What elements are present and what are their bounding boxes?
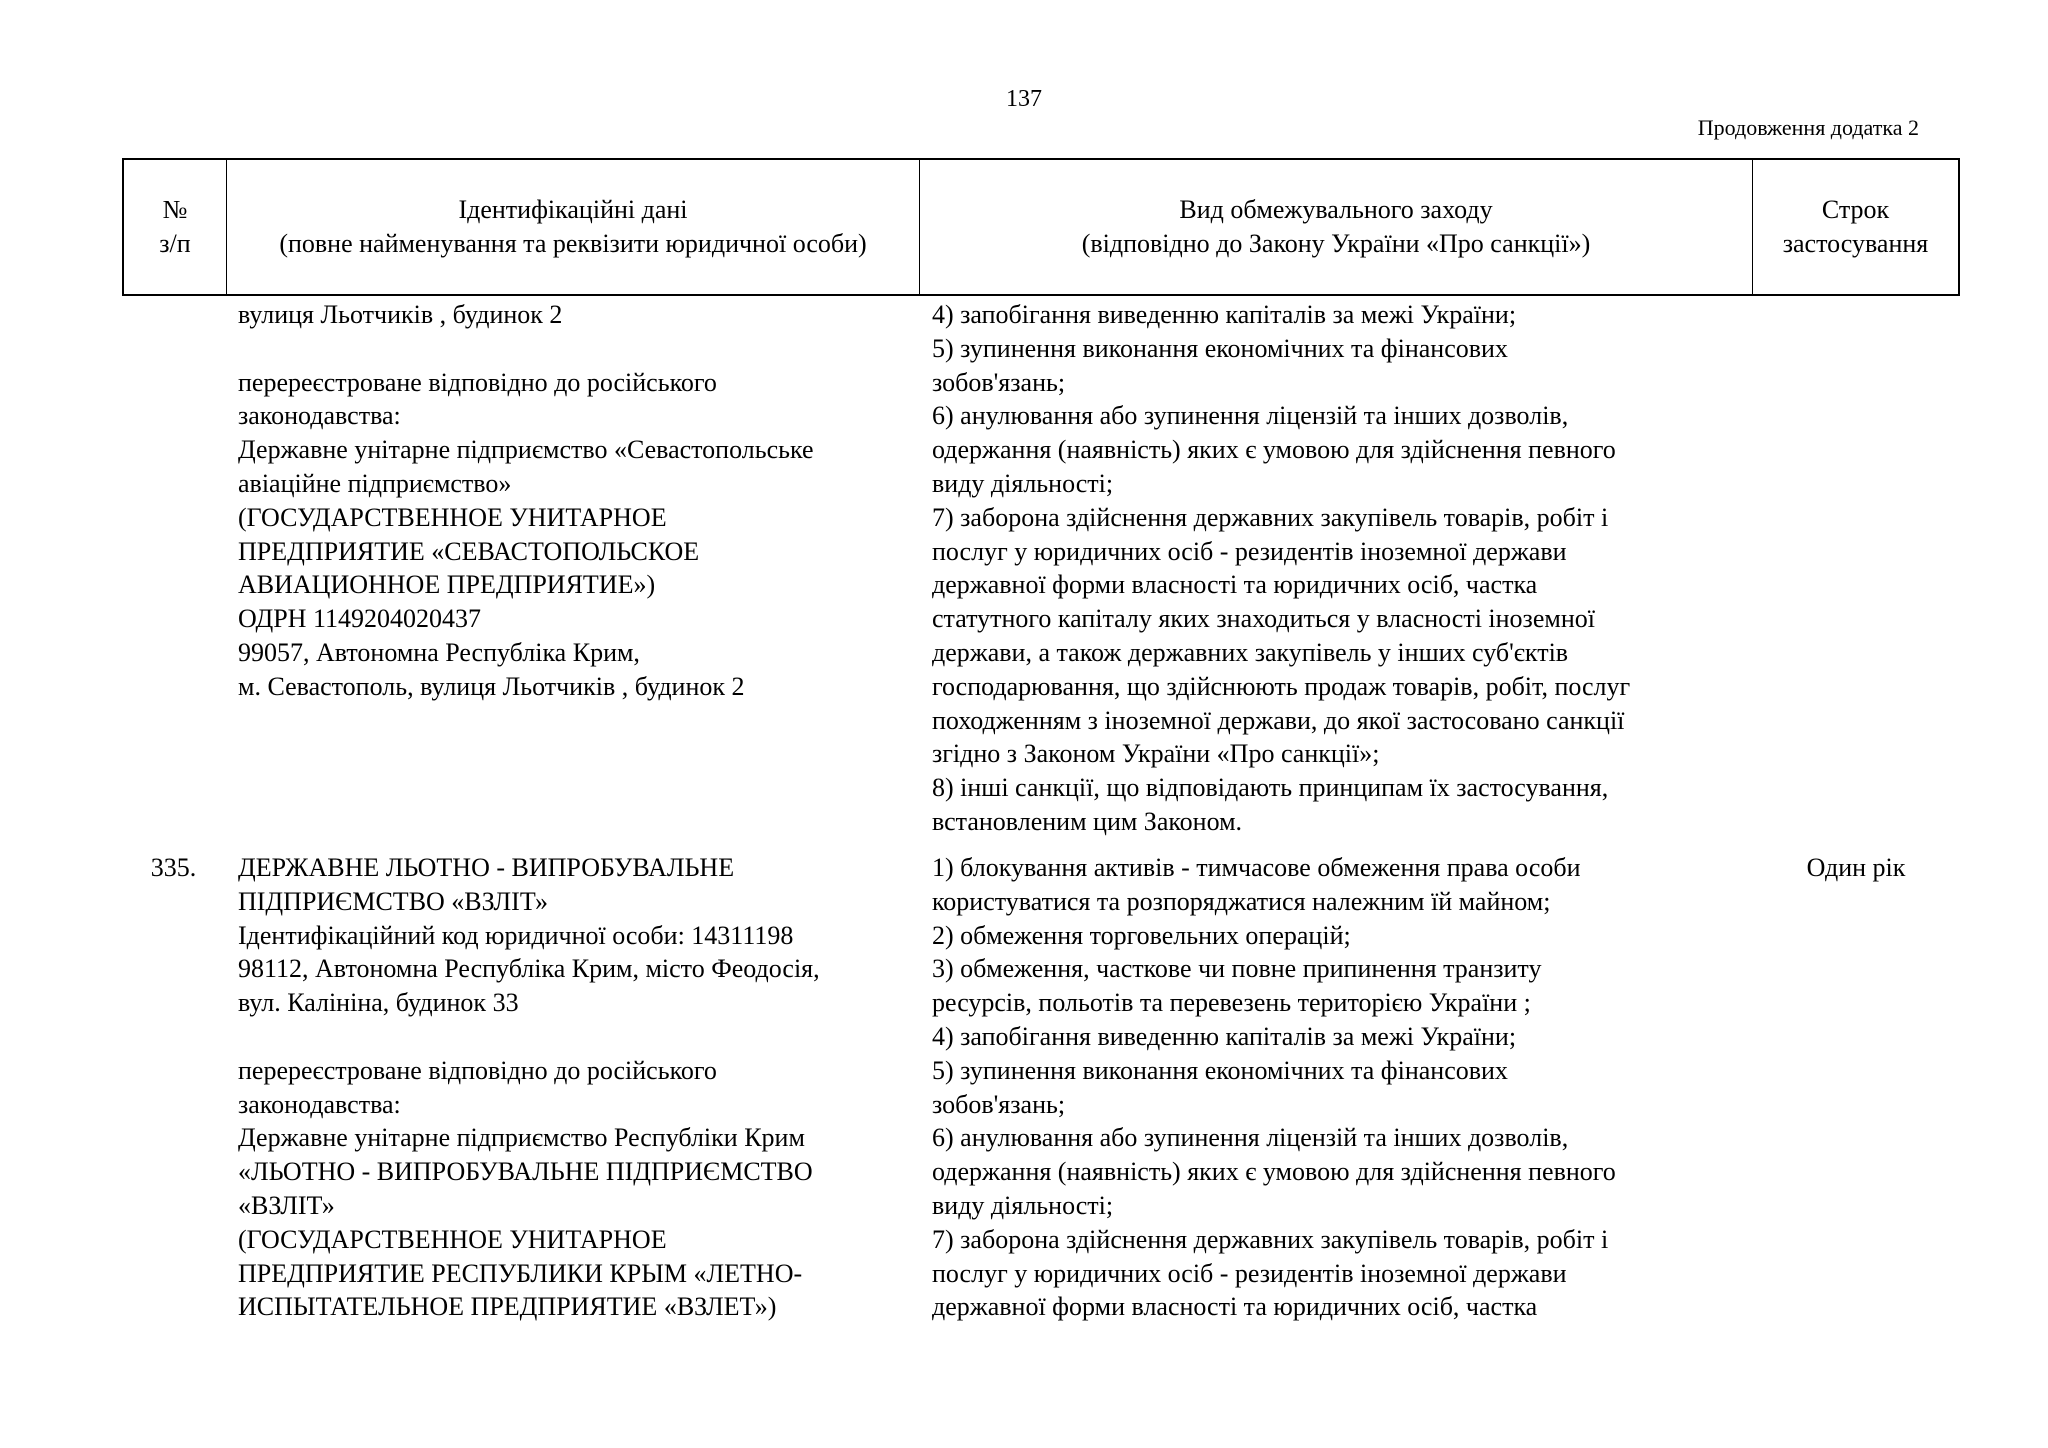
text-line: виду діяльності; xyxy=(932,1190,1114,1220)
header-text: Строк xyxy=(1821,195,1890,225)
text-line: ПРЕДПРИЯТИЕ РЕСПУБЛИКИ КРЫМ «ЛЕТНО- xyxy=(238,1258,803,1288)
text-line: 4) запобігання виведенню капіталів за межі України; xyxy=(932,300,1517,329)
text-line: 1) блокування активів - тимчасове обмеження права особи xyxy=(932,853,1581,882)
text-line: 6) анулювання або зупинення ліцензій та інших дозволів, xyxy=(932,401,1569,431)
text-line: 7) заборона здійснення державних закупівель товарів, робіт і xyxy=(932,1224,1609,1254)
text-line: ПРЕДПРИЯТИЕ «СЕВАСТОПОЛЬСКОЕ xyxy=(238,536,700,566)
measures-cell xyxy=(932,298,1752,839)
header-text: з/п xyxy=(159,229,191,258)
header-text: застосування xyxy=(1782,229,1929,258)
text-line: послуг у юридичних осіб - резидентів іноземної держави xyxy=(932,1258,1567,1288)
text-line: зобов'язань; xyxy=(932,1089,1066,1119)
text-line: вул. Калініна, будинок 33 xyxy=(238,988,519,1018)
identification-cell xyxy=(238,851,918,1324)
measures-cell xyxy=(932,851,1752,1324)
text-line: 7) заборона здійснення державних закупівель товарів, робіт і xyxy=(932,502,1609,532)
text-line: ОДРН 1149204020437 xyxy=(238,604,481,634)
text-line: ресурсів, польотів та перевезень територією України ; xyxy=(932,988,1531,1018)
identification-cell xyxy=(238,298,918,704)
header-identification xyxy=(227,160,920,294)
text-line: ИСПЫТАТЕЛЬНОЕ ПРЕДПРИЯТИЕ «ВЗЛЕТ») xyxy=(238,1292,777,1322)
text-line: державної форми власності та юридичних осіб, частка xyxy=(932,1292,1538,1322)
text-line: законодавства: xyxy=(238,401,401,431)
continuation-note: Продовження додатка 2 xyxy=(1697,115,1919,140)
term-cell: Один рік xyxy=(1806,853,1906,882)
header-text: (повне найменування та реквізити юридичної особи) xyxy=(279,229,867,258)
text-line: ПІДПРИЄМСТВО «ВЗЛІТ» xyxy=(238,886,549,916)
text-line: законодавства: xyxy=(238,1089,401,1119)
text-line: Державне унітарне підприємство «Севастопольське xyxy=(238,435,814,465)
text-line: вулиця Льотчиків , будинок 2 xyxy=(238,300,563,329)
text-line: перереєстроване відповідно до російського xyxy=(238,1055,717,1085)
header-text: № xyxy=(162,195,188,225)
text-line: «ВЗЛІТ» xyxy=(238,1190,335,1220)
text-line: (ГОСУДАРСТВЕННОЕ УНИТАРНОЕ xyxy=(238,1224,667,1254)
header-text: (відповідно до Закону України «Про санкції») xyxy=(1081,229,1591,258)
text-line: м. Севастополь, вулиця Льотчиків , будинок 2 xyxy=(238,671,745,701)
text-line: авіаційне підприємство» xyxy=(238,468,512,498)
text-line: державної форми власності та юридичних осіб, частка xyxy=(932,570,1538,600)
text-line: 98112, Автономна Республіка Крим, місто Феодосія, xyxy=(238,954,820,984)
page-number: 137 xyxy=(1006,86,1042,112)
text-line: 6) анулювання або зупинення ліцензій та інших дозволів, xyxy=(932,1123,1569,1153)
text-line: 4) запобігання виведенню капіталів за межі України; xyxy=(932,1021,1517,1051)
header-number xyxy=(124,160,227,294)
text-line: Ідентифікаційний код юридичної особи: 14311198 xyxy=(238,920,794,950)
text-line: 5) зупинення виконання економічних та фінансових xyxy=(932,333,1508,363)
table-header-row xyxy=(122,158,1960,296)
blank-line xyxy=(238,1020,918,1054)
text-line: АВИАЦИОННОЕ ПРЕДПРИЯТИЕ») xyxy=(238,570,656,600)
header-text: Вид обмежувального заходу xyxy=(1179,195,1493,225)
text-line: 8) інші санкції, що відповідають принципам їх застосування, xyxy=(932,773,1609,803)
text-line: встановленим цим Законом. xyxy=(932,806,1243,836)
text-line: 2) обмеження торговельних операцій; xyxy=(932,920,1351,950)
row-number: 335. xyxy=(150,853,197,882)
text-line: користуватися та розпоряджатися належним їй майном; xyxy=(932,886,1551,916)
text-line: ДЕРЖАВНЕ ЛЬОТНО - ВИПРОБУВАЛЬНЕ xyxy=(238,853,735,882)
text-line: Державне унітарне підприємство Республіки Крим xyxy=(238,1123,805,1153)
text-line: господарювання, що здійснюють продаж товарів, робіт, послуг xyxy=(932,671,1631,701)
text-line: послуг у юридичних осіб - резидентів іноземної держави xyxy=(932,536,1567,566)
header-measure xyxy=(920,160,1753,294)
text-line: 99057, Автономна Республіка Крим, xyxy=(238,637,640,667)
text-line: походженням з іноземної держави, до якої застосовано санкції xyxy=(932,705,1625,735)
text-line: одержання (наявність) яких є умовою для здійснення певного xyxy=(932,435,1616,465)
header-term xyxy=(1753,160,1958,294)
text-line: (ГОСУДАРСТВЕННОЕ УНИТАРНОЕ xyxy=(238,502,667,532)
header-text: Ідентифікаційні дані xyxy=(458,195,688,225)
text-line: перереєстроване відповідно до російського xyxy=(238,367,717,397)
text-line: зобов'язань; xyxy=(932,367,1066,397)
blank-line xyxy=(238,332,918,366)
text-line: статутного капіталу яких знаходиться у власності іноземної xyxy=(932,604,1595,634)
text-line: «ЛЬОТНО - ВИПРОБУВАЛЬНЕ ПІДПРИЄМСТВО xyxy=(238,1157,813,1187)
text-line: одержання (наявність) яких є умовою для здійснення певного xyxy=(932,1157,1616,1187)
text-line: виду діяльності; xyxy=(932,468,1114,498)
text-line: згідно з Законом України «Про санкції»; xyxy=(932,739,1380,769)
text-line: держави, а також державних закупівель у інших суб'єктів xyxy=(932,637,1569,667)
text-line: 5) зупинення виконання економічних та фінансових xyxy=(932,1055,1508,1085)
text-line: 3) обмеження, часткове чи повне припинення транзиту xyxy=(932,954,1542,984)
